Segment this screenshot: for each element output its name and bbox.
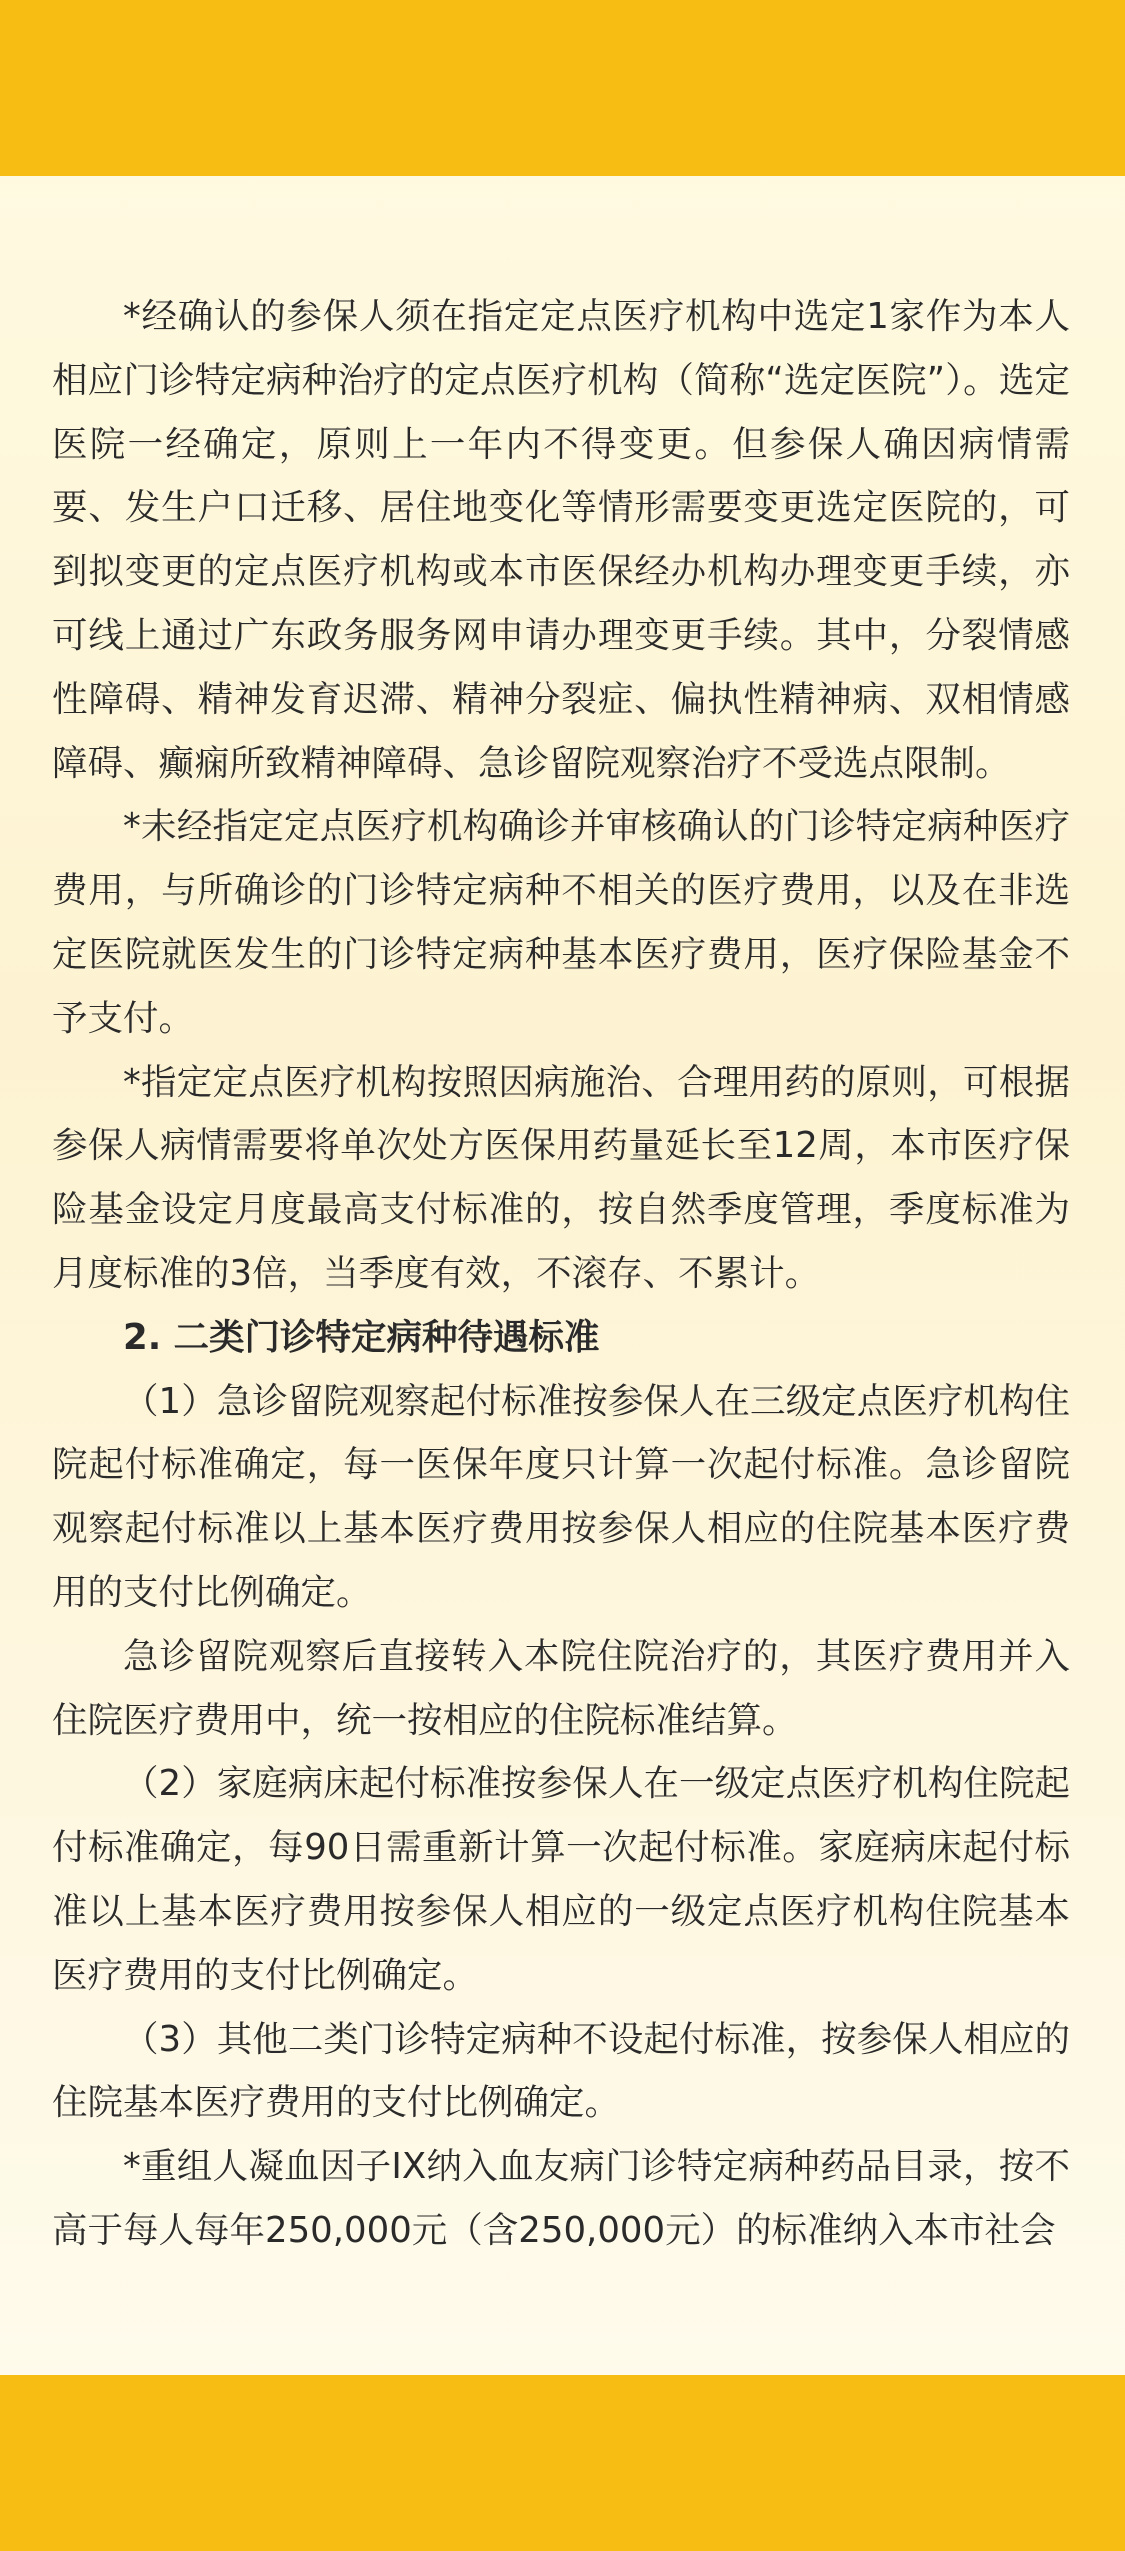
paragraph-coagulation-factor: *重组人凝血因子IX纳入血友病门诊特定病种药品目录，按不高于每人每年250,000元（含250,000元）的标准纳入本市社会: [52, 2146, 1070, 2251]
paragraph-prescription-extension: *指定定点医疗机构按照因病施治、合理用药的原则，可根据参保人病情需要将单次处方医保用药量延长至12周，本市医疗保险基金设定月度最高支付标准的，按自然季度管理，季度标准为月度标准的3倍，当季度有效，不滚存、不累计。: [52, 1061, 1070, 1294]
paragraph-family-bed: （2）家庭病床起付标准按参保人在一级定点医疗机构住院起付标准确定，每90日需重新计算一次起付标准。家庭病床起付标准以上基本医疗费用按参保人相应的一级定点医疗机构住院基本医疗费用的支付比例确定。: [52, 1763, 1070, 1996]
section-heading-class-two-standards: 2. 二类门诊特定病种待遇标准: [123, 1316, 600, 1358]
paragraph-emergency-transfer: 急诊留院观察后直接转入本院住院治疗的，其医疗费用并入住院医疗费用中，统一按相应的住院标准结算。: [52, 1635, 1070, 1741]
paragraph-designated-hospital: *经确认的参保人须在指定定点医疗机构中选定1家作为本人相应门诊特定病种治疗的定点医疗机构（简称“选定医院”）。选定医院一经确定，原则上一年内不得变更。但参保人确因病情需要、发生户口迁移、居住地变化等情形需要变更选定医院的，可到拟变更的定点医疗机构或本市医保经办机构办理变更手续，亦可线上通过广东政务服务网申请办理变更手续。其中，分裂情感性障碍、精神发育迟滞、精神分裂症、偏执性精神病、双相情感障碍、癫痫所致精神障碍、急诊留院观察治疗不受选点限制。: [52, 296, 1070, 784]
bottom-color-band: [0, 2375, 1125, 2551]
document-body: [52, 285, 1070, 2263]
paragraph-other-class-two: （3）其他二类门诊特定病种不设起付标准，按参保人相应的住院基本医疗费用的支付比例确定。: [52, 2018, 1070, 2124]
paragraph-unapproved-costs: *未经指定定点医疗机构确诊并审核确认的门诊特定病种医疗费用，与所确诊的门诊特定病种不相关的医疗费用，以及在非选定医院就医发生的门诊特定病种基本医疗费用，医疗保险基金不予支付。: [52, 806, 1070, 1039]
top-color-band: [0, 0, 1125, 176]
paragraph-emergency-observation: （1）急诊留院观察起付标准按参保人在三级定点医疗机构住院起付标准确定，每一医保年度只计算一次起付标准。急诊留院观察起付标准以上基本医疗费用按参保人相应的住院基本医疗费用的支付比例确定。: [52, 1380, 1070, 1613]
